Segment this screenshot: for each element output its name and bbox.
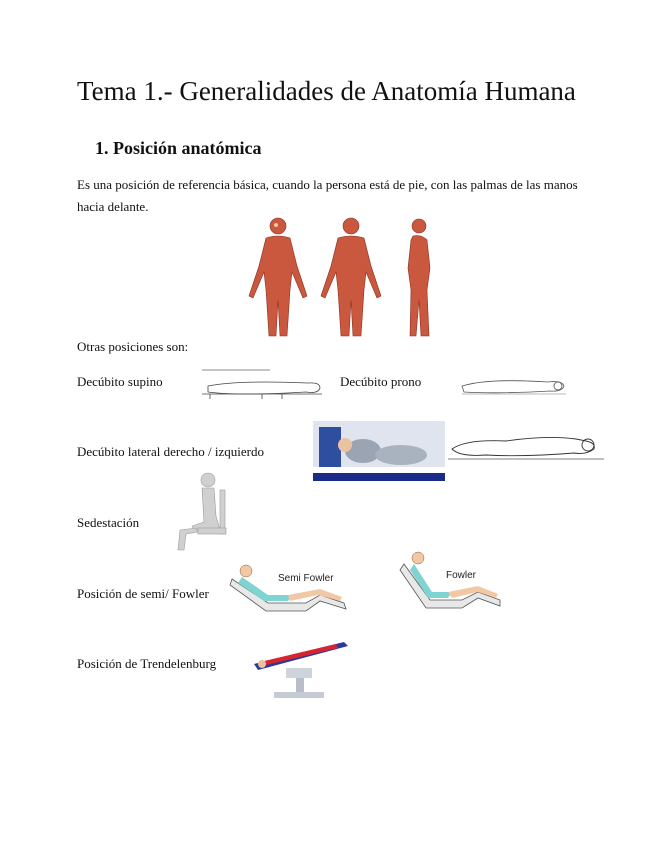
supine-label: Decúbito supino (77, 374, 163, 389)
prone-position-image (458, 372, 570, 398)
section-heading: 1. Posición anatómica (95, 138, 262, 158)
page-title: Tema 1.- Generalidades de Anatomía Humana (77, 76, 576, 106)
supine-position-image (198, 366, 326, 400)
other-positions-label: Otras posiciones son: (77, 339, 189, 354)
sitting-position-image (168, 470, 230, 554)
fowler-label: Posición de semi/ Fowler (77, 586, 209, 601)
fowler-image (400, 550, 504, 614)
trendelenburg-image (252, 634, 350, 702)
trendelenburg-label: Posición de Trendelenburg (77, 656, 217, 671)
semi-fowler-image (228, 559, 352, 615)
lateral-drawing-image (446, 429, 606, 463)
lateral-photo-image (313, 421, 445, 481)
prone-label: Decúbito prono (340, 374, 422, 389)
anatomical-position-image (235, 216, 457, 340)
sitting-label: Sedestación (77, 515, 140, 530)
lateral-label: Decúbito lateral derecho / izquierdo (77, 444, 264, 459)
semi-fowler-caption: Semi Fowler (278, 573, 334, 584)
intro-paragraph: Es una posición de referencia básica, cuando la persona está de pie, con las palmas de las manos hacia delante. (77, 177, 578, 214)
fowler-caption: Fowler (446, 570, 477, 581)
